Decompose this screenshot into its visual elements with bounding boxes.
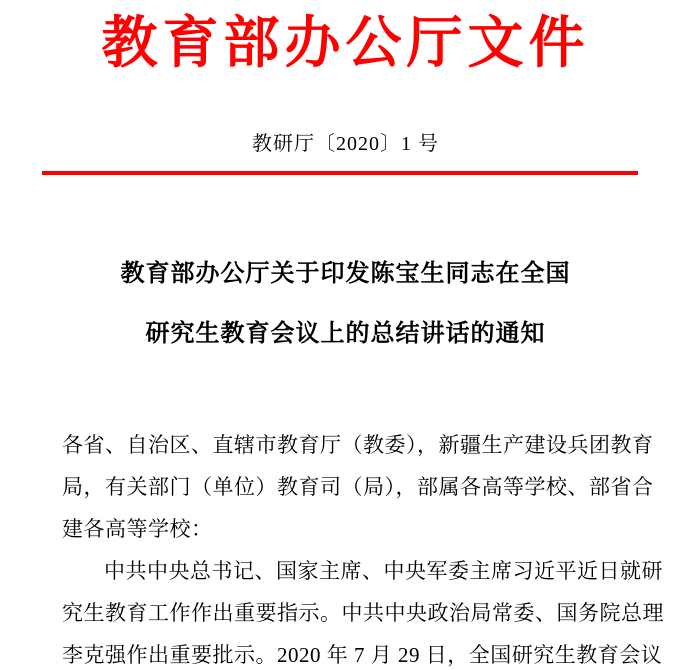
recipients-line-2: 局，有关部门（单位）教育司（局），部属各高等学校、部省合	[62, 475, 654, 499]
doc-title-line-1: 教育部办公厅关于印发陈宝生同志在全国	[120, 261, 571, 287]
doc-number: 教研厅〔2020〕1 号	[252, 133, 439, 155]
paragraph-2-line-1: 中共中央总书记、国家主席、中央军委主席习近平近日就研	[104, 559, 663, 583]
paragraph-2-line-2: 究生教育工作作出重要指示。中共中央政治局常委、国务院总理	[62, 601, 664, 625]
red-divider-rule	[42, 171, 638, 175]
doc-title-line-2: 研究生教育会议上的总结讲话的通知	[145, 321, 546, 347]
document-body	[62, 424, 664, 670]
paragraph-2-line-3: 李克强作出重要批示。2020 年 7 月 29 日，全国研究生教育会议	[62, 643, 663, 667]
recipients-line-1: 各省、自治区、直辖市教育厅（教委），新疆生产建设兵团教育	[62, 433, 654, 457]
recipients-line-3: 建各高等学校：	[62, 517, 213, 541]
org-header-title: 教育部办公厅文件	[101, 13, 590, 75]
